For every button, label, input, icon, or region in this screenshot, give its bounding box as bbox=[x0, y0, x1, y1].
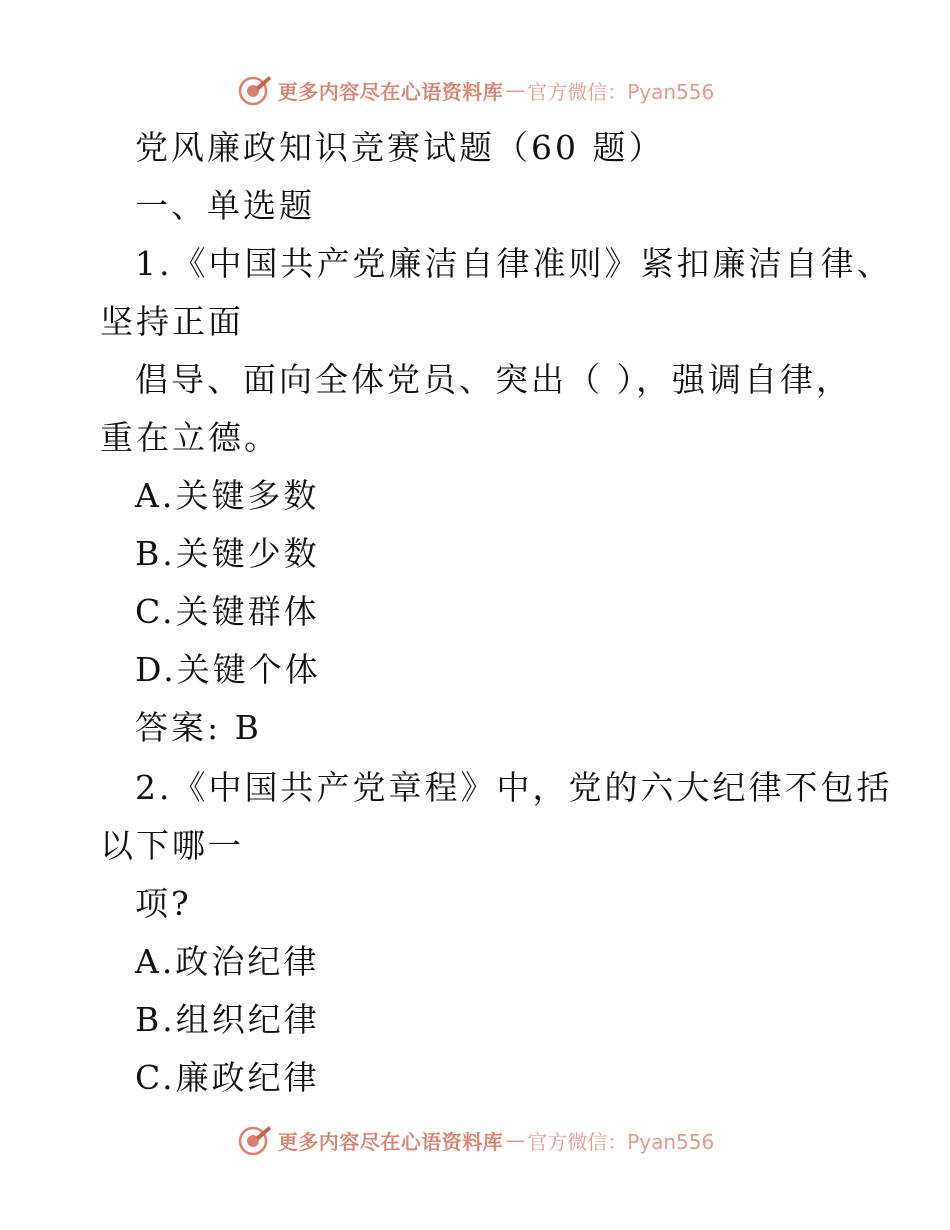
question-1-line-1: 1.《中国共产党廉洁自律准则》紧扣廉洁自律、 bbox=[135, 244, 893, 283]
footer-banner bbox=[0, 1120, 950, 1160]
question-1-line-2: 坚持正面 bbox=[100, 302, 244, 341]
document-title: 党风廉政知识竞赛试题（60 题） bbox=[135, 128, 665, 167]
question-1-line-3: 倡导、面向全体党员、突出（ ），强调自律， bbox=[135, 360, 852, 399]
question-1-option-d: D.关键个体 bbox=[135, 650, 321, 689]
header-banner bbox=[0, 70, 950, 110]
pen-logo-icon bbox=[236, 73, 274, 107]
banner-wechat-text: 官方微信：Pyan556 bbox=[527, 1129, 715, 1154]
pen-logo-icon bbox=[236, 1123, 274, 1157]
banner-dash: — bbox=[505, 1128, 526, 1152]
question-2-option-b: B.组织纪律 bbox=[135, 1000, 320, 1039]
banner-main-text: 更多内容尽在心语资料库 bbox=[277, 79, 504, 104]
banner-dash: — bbox=[505, 78, 526, 102]
question-2-option-c: C.廉政纪律 bbox=[135, 1058, 320, 1097]
question-1-answer: 答案: B bbox=[135, 708, 262, 747]
banner-wechat-text: 官方微信：Pyan556 bbox=[527, 79, 715, 104]
question-2-line-3: 项? bbox=[135, 884, 192, 923]
question-1-line-4: 重在立德。 bbox=[100, 418, 280, 457]
question-1-option-b: B.关键少数 bbox=[135, 534, 320, 573]
question-2-line-2: 以下哪一 bbox=[100, 826, 244, 865]
question-2-option-a: A.政治纪律 bbox=[135, 942, 320, 981]
question-2-line-1: 2.《中国共产党章程》中，党的六大纪律不包括 bbox=[135, 768, 893, 807]
question-1-option-a: A.关键多数 bbox=[135, 476, 320, 515]
section-heading: 一、单选题 bbox=[135, 186, 315, 225]
banner-main-text: 更多内容尽在心语资料库 bbox=[277, 1129, 504, 1154]
question-1-option-c: C.关键群体 bbox=[135, 592, 320, 631]
